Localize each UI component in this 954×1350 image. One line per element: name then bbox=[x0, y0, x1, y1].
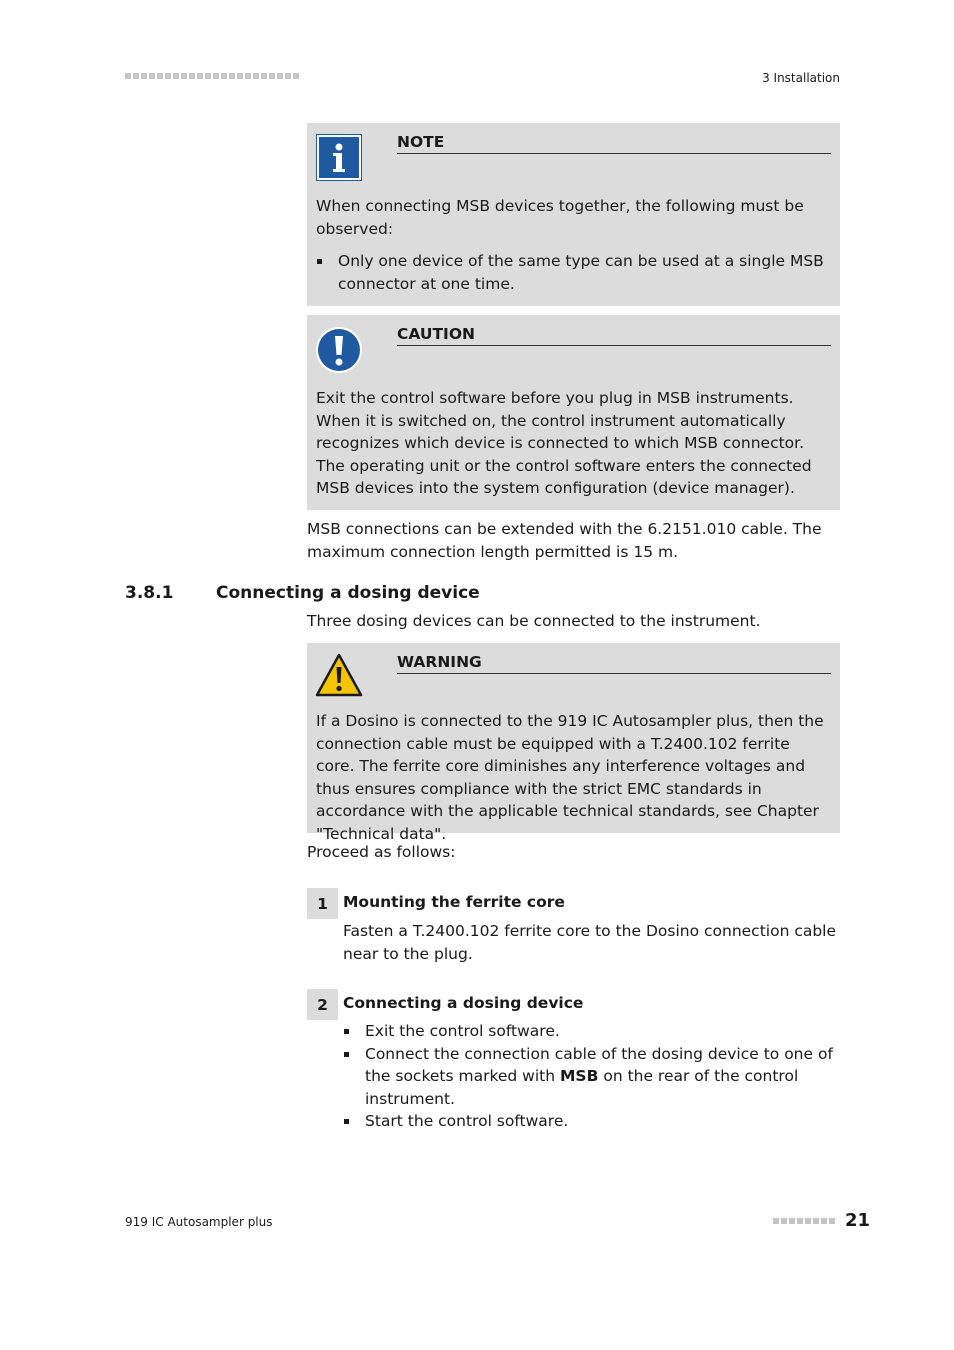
caution-box bbox=[307, 315, 840, 510]
step-2-number: 2 bbox=[307, 989, 338, 1020]
step-1-text: Fasten a T.2400.102 ferrite core to the Dosino connection cable near to the plug. bbox=[343, 922, 837, 963]
note-paragraph: When connecting MSB devices together, the following must be observed: bbox=[316, 197, 804, 238]
msb-paragraph: MSB connections can be extended with the 6.2151.010 cable. The maximum connection length permitted is 15 m. bbox=[307, 520, 822, 561]
step-1-number: 1 bbox=[307, 888, 338, 919]
page-number: 21 bbox=[845, 1210, 871, 1231]
header-section: 3 Installation bbox=[762, 71, 840, 85]
header-decoration bbox=[125, 73, 299, 79]
step-2-title: Connecting a dosing device bbox=[343, 994, 584, 1012]
caution-paragraph: Exit the control software before you plug in MSB instruments. When it is switched on, the control instrument automatically recognizes which device is connected to which MSB connector. The operating unit or the control software enters the connected MSB devices into the system configuration (device manager). bbox=[316, 389, 812, 497]
step-2-bullet: Exit the control software. bbox=[343, 1020, 840, 1043]
proceed-text: Proceed as follows: bbox=[307, 843, 456, 861]
section-title: Connecting a dosing device bbox=[216, 583, 480, 603]
section-intro: Three dosing devices can be connected to the instrument. bbox=[307, 612, 761, 630]
footer-decoration bbox=[773, 1218, 835, 1224]
exclamation-icon bbox=[315, 326, 363, 378]
step-2-list bbox=[343, 1020, 840, 1133]
note-bullet: Only one device of the same type can be used at a single MSB connector at one time. bbox=[316, 250, 831, 295]
warning-paragraph: If a Dosino is connected to the 919 IC Autosampler plus, then the connection cable must be equipped with a T.2400.102 ferrite core. The ferrite core diminishes any interference voltages and thus ensures compliance with the strict EMC standards in accordance with the applicable technical standards, see Chapter "Technical data". bbox=[316, 712, 824, 843]
note-title: NOTE bbox=[397, 133, 831, 154]
step-2-bullet: Connect the connection cable of the dosing device to one of the sockets marked with MSB on the rear of the control instrument. bbox=[343, 1043, 840, 1111]
warning-triangle-icon bbox=[315, 653, 363, 701]
step-2-bullet: Start the control software. bbox=[343, 1110, 840, 1133]
warning-box bbox=[307, 643, 840, 843]
footer-product: 919 IC Autosampler plus bbox=[125, 1215, 273, 1229]
info-icon bbox=[316, 134, 362, 185]
note-box bbox=[307, 123, 840, 306]
section-number: 3.8.1 bbox=[125, 583, 174, 603]
caution-title: CAUTION bbox=[397, 325, 831, 346]
warning-title: WARNING bbox=[397, 653, 831, 674]
msb-label: MSB bbox=[560, 1067, 599, 1085]
step-1-title: Mounting the ferrite core bbox=[343, 893, 565, 911]
